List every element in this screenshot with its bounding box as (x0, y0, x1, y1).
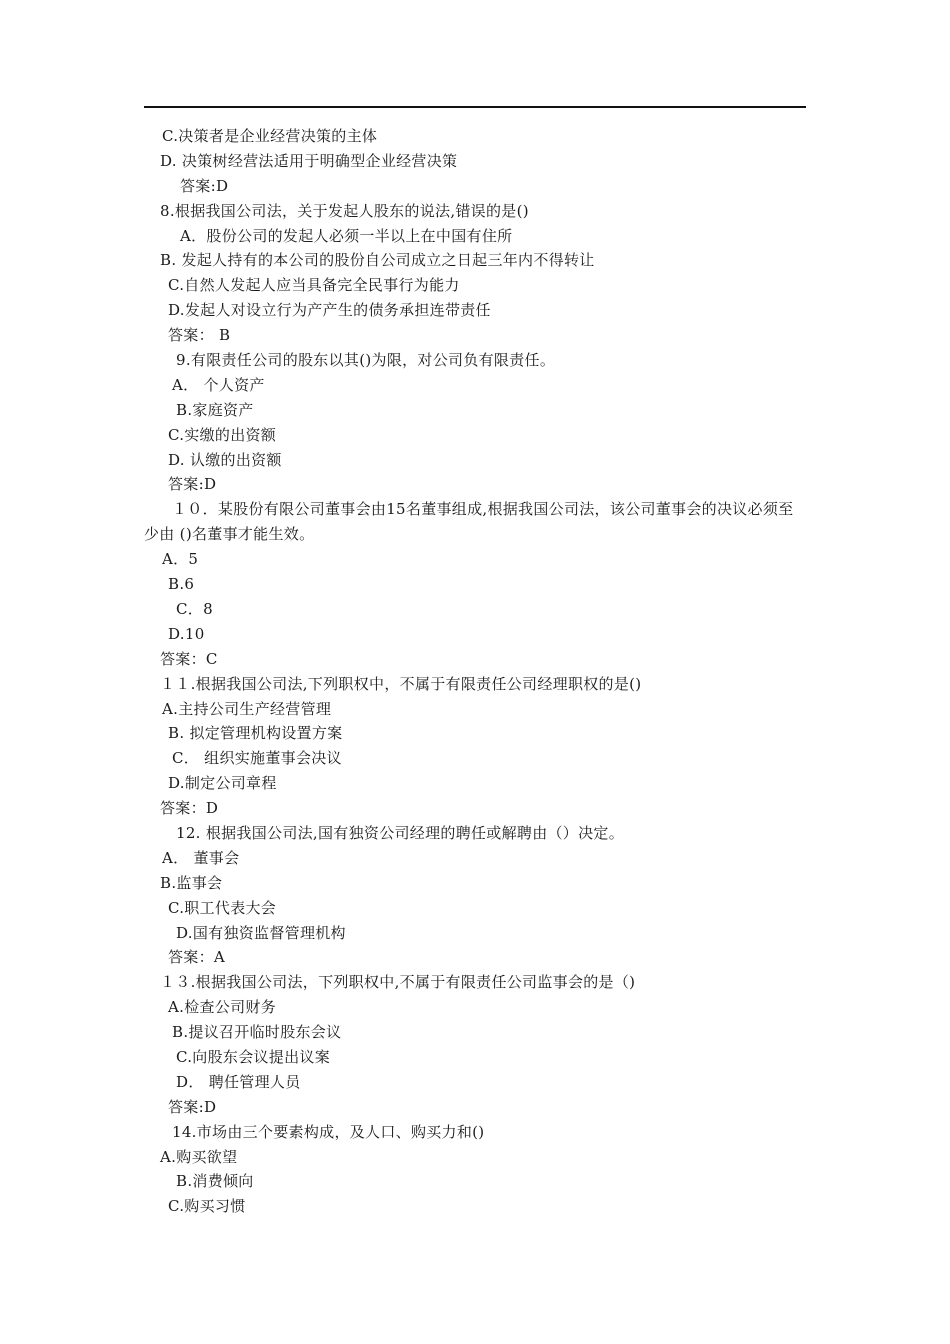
question-13-option-c: C.向股东会议提出议案 (176, 1047, 331, 1066)
question-10-option-c: C．8 (176, 599, 213, 618)
question-8-option-c: C.自然人发起人应当具备完全民事行为能力 (168, 276, 460, 295)
question-14: 14.市场由三个要素构成，及人口、购买力和() (172, 1122, 485, 1141)
question-11-answer: 答案：D (160, 799, 219, 818)
question-8-option-d: D.发起人对设立行为产产生的债务承担连带责任 (168, 301, 491, 320)
question-9-option-a: A． 个人资产 (172, 375, 265, 394)
question-12-option-a: A． 董事会 (162, 848, 240, 867)
question-9-option-c: C.实缴的出资额 (168, 425, 277, 444)
question-9-option-b: B.家庭资产 (176, 400, 254, 419)
question-11-option-a: A.主持公司生产经营管理 (162, 699, 332, 718)
question-9-option-d: D. 认缴的出资额 (168, 450, 282, 469)
question-10-option-a: A．5 (162, 550, 199, 569)
question-10-option-d: D.10 (168, 624, 205, 643)
document-body (0, 124, 950, 1219)
header-rule (144, 106, 806, 108)
question-12-option-d: D.国有独资监督管理机构 (176, 923, 346, 942)
question-11-option-b: B. 拟定管理机构设置方案 (168, 724, 343, 743)
question-8-option-b: B. 发起人持有的本公司的股份自公司成立之日起三年内不得转让 (160, 251, 595, 270)
question-8-option-a: A．股份公司的发起人必须一半以上在中国有住所 (180, 226, 513, 245)
question-9-answer: 答案:D (168, 475, 217, 494)
question-10: １０．某股份有限公司董事会由15名董事组成,根据我国公司法，该公司董事会的决议必须至少由 ()名董事才能生效。 (144, 500, 794, 544)
question-14-option-a: A.购买欲望 (160, 1147, 238, 1166)
question-14-option-b: B.消费倾向 (176, 1172, 254, 1191)
option-c-line: C.决策者是企业经营决策的主体 (162, 127, 378, 145)
question-14-option-c: C.购买习惯 (168, 1197, 246, 1216)
question-12-option-c: C.职工代表大会 (168, 898, 277, 917)
question-11-option-c: C． 组织实施董事会决议 (172, 749, 342, 768)
question-11: １１.根据我国公司法,下列职权中，不属于有限责任公司经理职权的是() (160, 674, 642, 693)
question-10-answer: 答案：C (160, 649, 218, 668)
question-8-answer: 答案： B (168, 326, 231, 345)
question-8: 8.根据我国公司法，关于发起人股东的说法,错误的是() (160, 201, 529, 220)
question-13: １３.根据我国公司法，下列职权中,不属于有限责任公司监事会的是（) (160, 973, 636, 992)
question-12-option-b: B.监事会 (160, 873, 223, 892)
question-9: 9.有限责任公司的股东以其()为限，对公司负有限责任。 (176, 351, 556, 370)
option-d-line: D. 决策树经营法适用于明确型企业经营决策 (160, 151, 458, 170)
question-12-answer: 答案：A (168, 948, 226, 967)
question-13-option-a: A.检查公司财务 (168, 998, 277, 1017)
question-11-option-d: D.制定公司章程 (168, 774, 277, 793)
question-13-option-b: B.提议召开临时股东会议 (172, 1023, 342, 1042)
question-12: 12. 根据我国公司法,国有独资公司经理的聘任或解聘由（）决定。 (176, 823, 624, 842)
question-10-option-b: B.6 (168, 575, 195, 594)
question-13-option-d: D． 聘任管理人员 (176, 1072, 301, 1091)
answer-line: 答案:D (180, 176, 229, 195)
question-13-answer: 答案:D (168, 1097, 217, 1116)
